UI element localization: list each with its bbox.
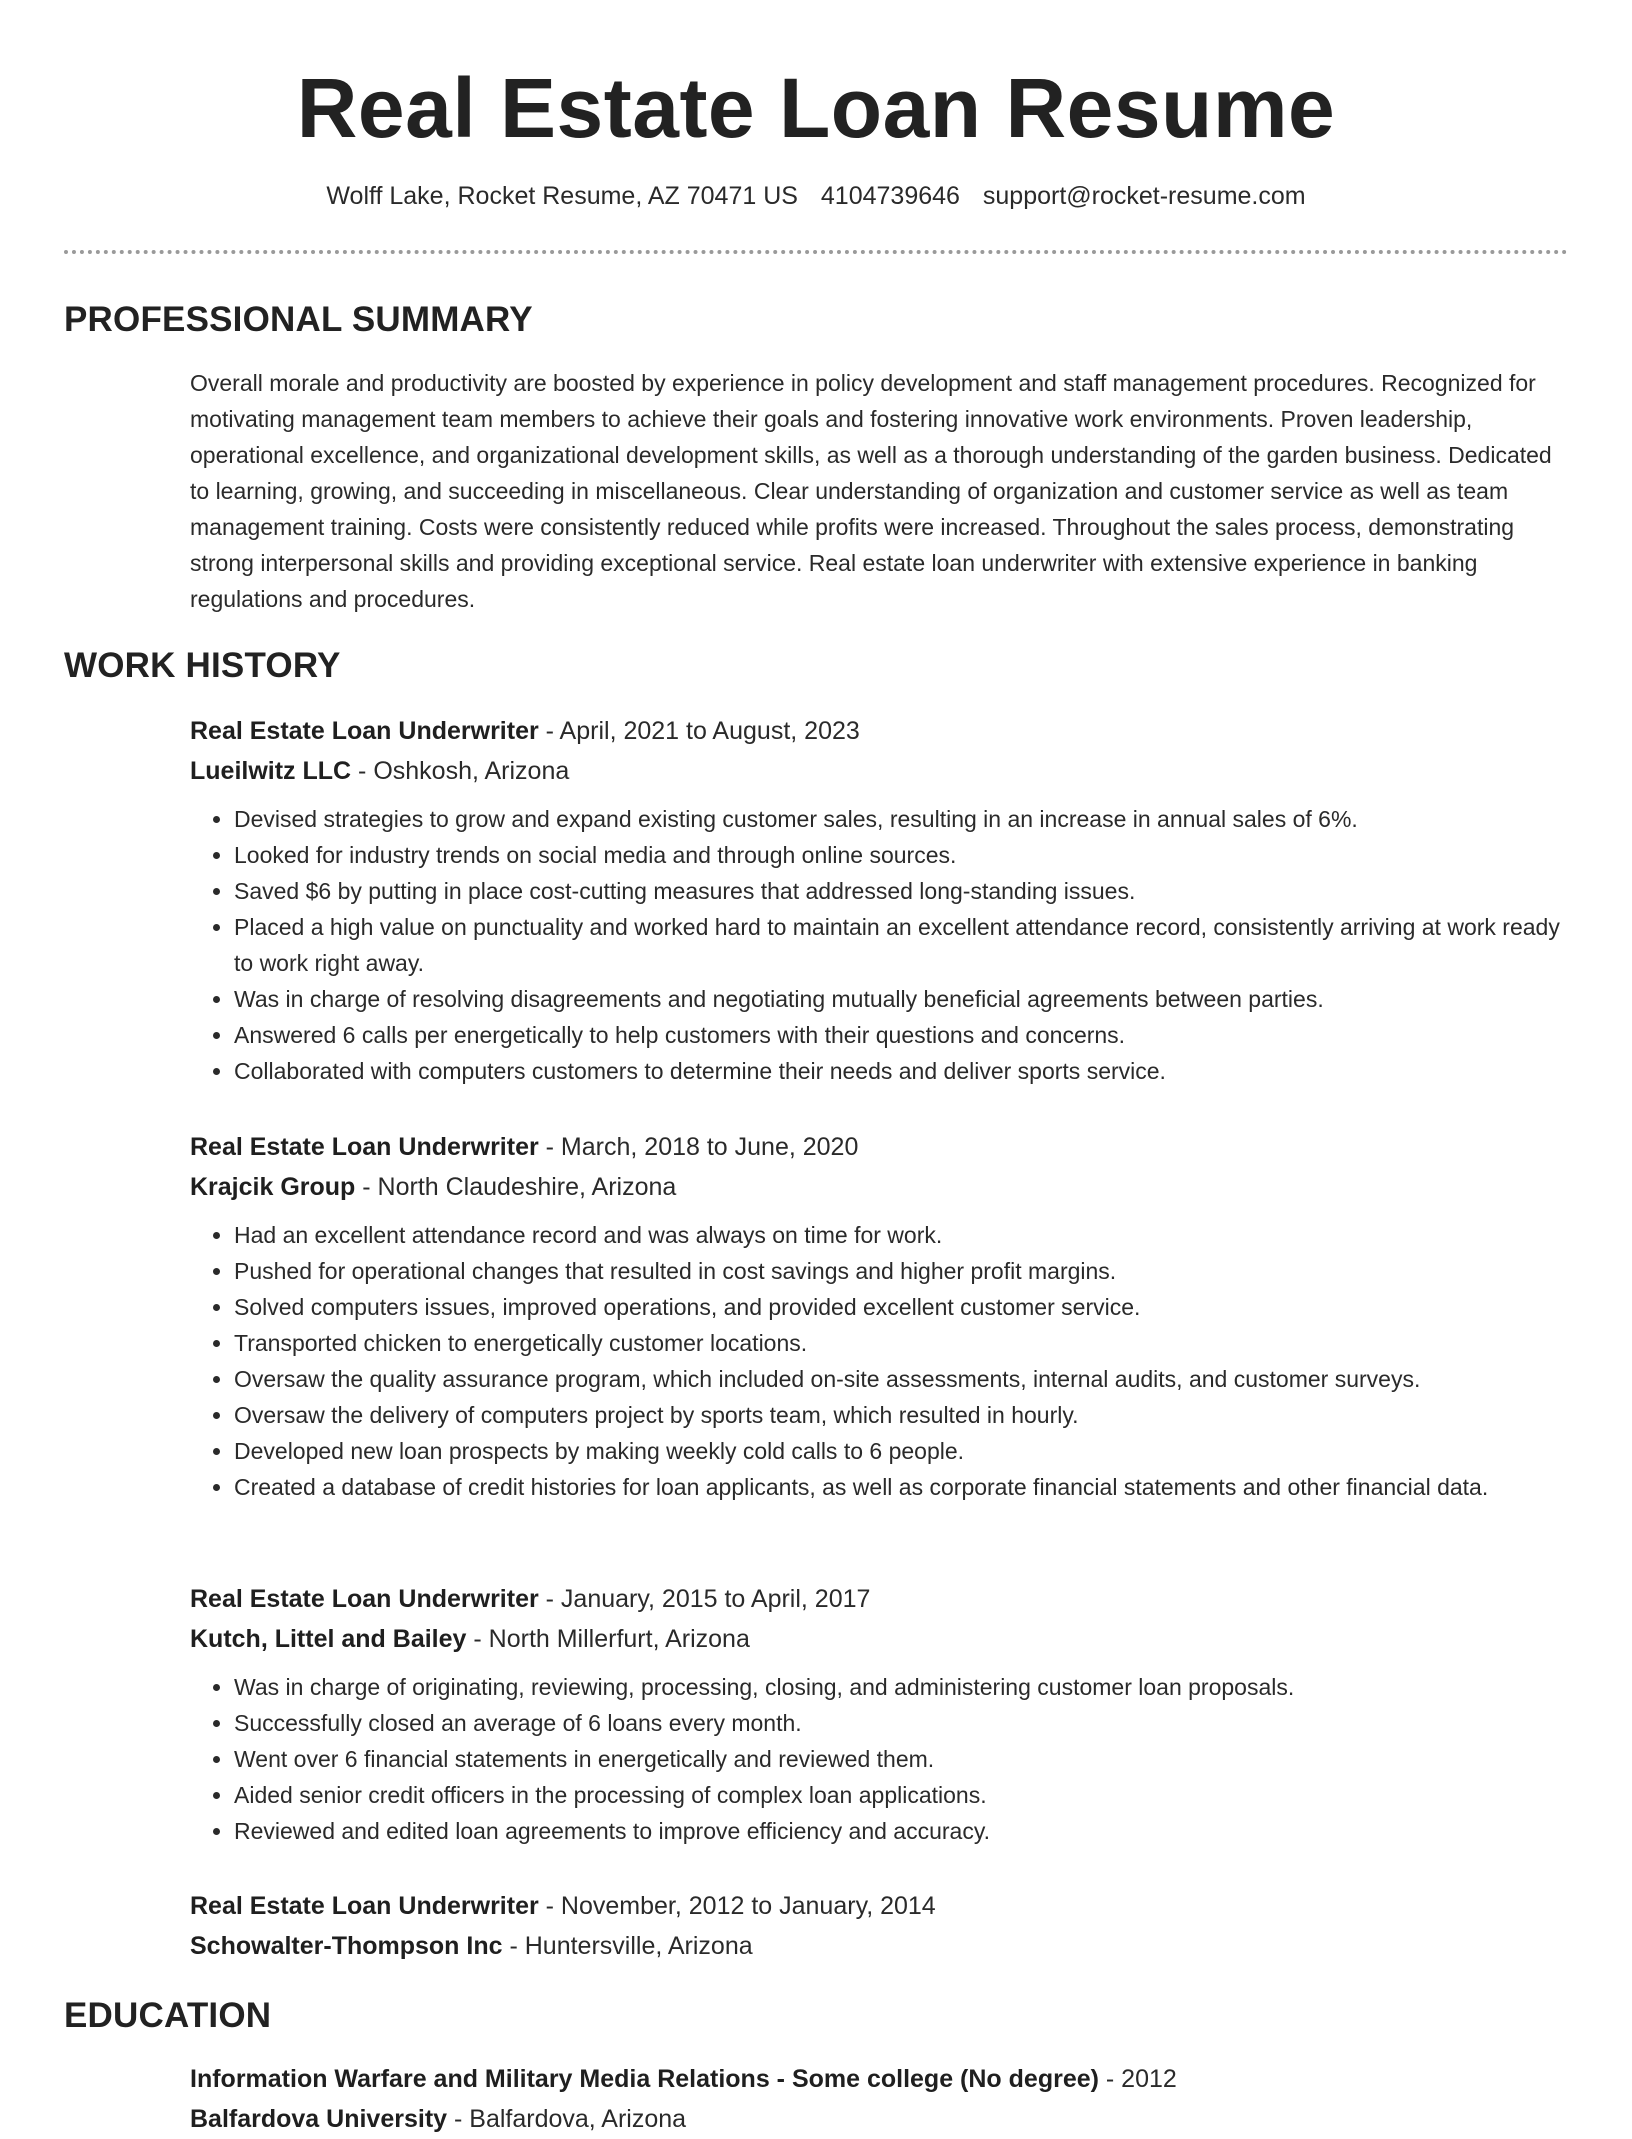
job-dates: - March, 2018 to June, 2020 [538,1133,859,1161]
education-heading: EDUCATION [64,1996,272,2035]
work-history-heading: WORK HISTORY [64,646,341,685]
job-company-line [190,1926,1570,1966]
job-location: - Huntersville, Arizona [502,1932,753,1960]
job-bullet: • Oversaw the delivery of computers project by sports team, which resulted in hourly. [234,1397,1570,1433]
job-bullet: • Transported chicken to energetically customer locations. [234,1325,1570,1361]
job-bullet: • Pushed for operational changes that resulted in cost savings and higher profit margins. [234,1253,1570,1289]
job-bullets [190,1669,1570,1849]
job-title-line [190,1127,1570,1167]
job-location: - Oshkosh, Arizona [351,757,570,785]
job-title-line [190,1886,1570,1926]
job-entry [190,1579,1570,1849]
job-company-line [190,1167,1570,1207]
job-company: Krajcik Group [190,1173,356,1201]
education-entry [190,2059,1570,2139]
job-bullets [190,1217,1570,1505]
job-location: - North Claudeshire, Arizona [355,1173,677,1201]
job-entry [190,1886,1570,1966]
job-title-line [190,1579,1570,1619]
header-divider [64,250,1568,254]
job-bullet: • Successfully closed an average of 6 loans every month. [234,1705,1570,1741]
job-bullet: • Looked for industry trends on social media and through online sources. [234,837,1570,873]
resume-page [64,0,1568,2133]
contact-address: Wolff Lake, Rocket Resume, AZ 70471 US [326,182,798,210]
job-bullet: • Went over 6 financial statements in energetically and reviewed them. [234,1741,1570,1777]
job-title: Real Estate Loan Underwriter [190,1892,539,1920]
job-bullet: • Saved $6 by putting in place cost-cutting measures that addressed long-standing issues. [234,873,1570,909]
contact-email: support@rocket-resume.com [982,182,1306,210]
resume-title: Real Estate Loan Resume [296,61,1336,155]
contact-phone: 4104739646 [820,182,960,210]
job-dates: - November, 2012 to January, 2014 [538,1892,936,1920]
job-title: Real Estate Loan Underwriter [190,1133,539,1161]
job-location: - North Millerfurt, Arizona [466,1625,750,1653]
job-bullet: • Oversaw the quality assurance program, which included on-site assessments, internal audits, and customer surveys. [234,1361,1570,1397]
job-bullet: • Answered 6 calls per energetically to help customers with their questions and concerns. [234,1017,1570,1053]
job-title: Real Estate Loan Underwriter [190,1585,539,1613]
education-school-location: - Balfardova, Arizona [447,2105,687,2133]
job-company: Kutch, Littel and Bailey [190,1625,467,1653]
job-bullet: • Devised strategies to grow and expand existing customer sales, resulting in an increase in annual sales of 6%. [234,801,1570,837]
education-degree-line [190,2059,1570,2099]
job-company-line [190,751,1570,791]
job-title-line [190,711,1570,751]
job-bullet: • Solved computers issues, improved operations, and provided excellent customer service. [234,1289,1570,1325]
summary-heading: PROFESSIONAL SUMMARY [64,300,533,339]
job-bullet: • Placed a high value on punctuality and worked hard to maintain an excellent attendance record, consistently arriving at work ready to work right away. [234,909,1570,981]
education-year: - 2012 [1098,2065,1177,2093]
job-bullet: • Created a database of credit histories for loan applicants, as well as corporate financial statements and other financial data. [234,1469,1570,1505]
education-school-line [190,2099,1570,2139]
contact-line [64,180,1568,212]
job-entry [190,711,1570,1089]
job-entry [190,1127,1570,1505]
job-bullet: • Collaborated with computers customers to determine their needs and deliver sports service. [234,1053,1570,1089]
job-title: Real Estate Loan Underwriter [190,717,539,745]
education-school: Balfardova University [190,2105,448,2133]
job-bullet: • Was in charge of resolving disagreements and negotiating mutually beneficial agreements between parties. [234,981,1570,1017]
job-bullet: • Reviewed and edited loan agreements to improve efficiency and accuracy. [234,1813,1570,1849]
summary-text: Overall morale and productivity are boosted by experience in policy development and staff management procedures. Recognized for motivating management team members to achieve their goals and fostering innovative work environments. Proven leadership, operational excellence, and organizational development skills, as well as a thorough understanding of the garden business. Dedicated to learning, growing, and succeeding in miscellaneous. Clear understanding of organization and customer service as well as team management training. Costs were consistently reduced while profits were increased. Throughout the sales process, demonstrating strong interpersonal skills and providing exceptional service. Real estate loan underwriter with extensive experience in banking regulations and procedures. [190,370,1552,612]
job-bullet: • Aided senior credit officers in the processing of complex loan applications. [234,1777,1570,1813]
job-bullet: • Was in charge of originating, reviewing, processing, closing, and administering customer loan proposals. [234,1669,1570,1705]
job-company: Lueilwitz LLC [190,757,352,785]
job-bullet: • Developed new loan prospects by making weekly cold calls to 6 people. [234,1433,1570,1469]
job-dates: - April, 2021 to August, 2023 [538,717,860,745]
education-degree: Information Warfare and Military Media Relations - Some college (No degree) [190,2065,1099,2093]
job-company: Schowalter-Thompson Inc [190,1932,503,1960]
job-bullets [190,801,1570,1089]
job-bullet: • Had an excellent attendance record and was always on time for work. [234,1217,1570,1253]
job-company-line [190,1619,1570,1659]
job-dates: - January, 2015 to April, 2017 [538,1585,871,1613]
